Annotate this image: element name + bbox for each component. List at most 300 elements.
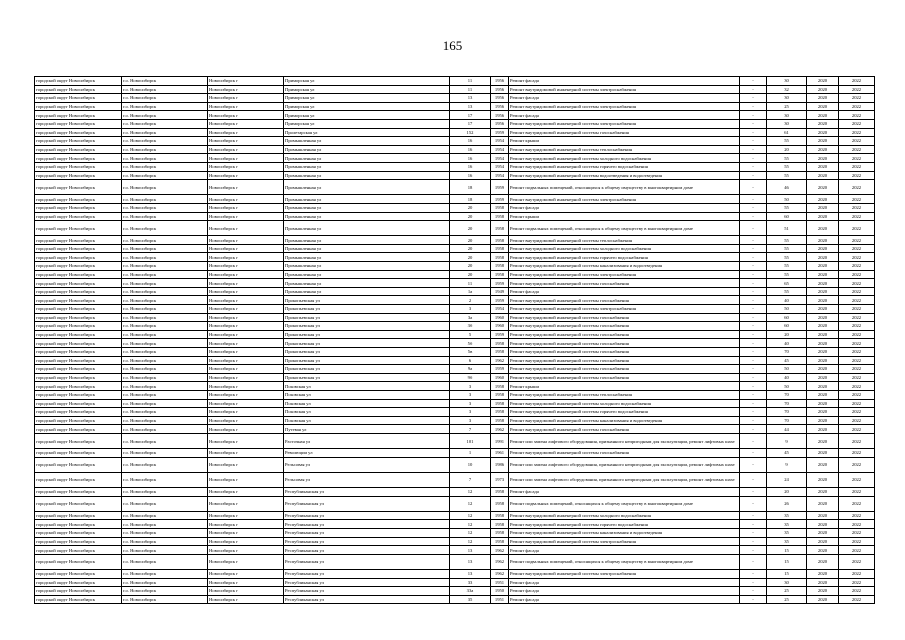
cost-cell: 25 [767,102,807,111]
cost-cell: 50 [767,305,807,314]
cost-cell: 40 [767,339,807,348]
build-year-cell: 1956 [491,85,509,94]
build-year-cell: 1956 [491,102,509,111]
start-year-cell: 2020 [807,203,839,212]
street-cell: Республиканская ул [284,496,450,511]
build-year-cell: 1959 [491,195,509,204]
municipality-cell: г.о. Новосибирск [122,313,208,322]
table-row [35,554,875,569]
house-number-cell: 20 [450,236,491,245]
cost-cell: 15 [767,554,807,569]
municipality-cell: г.о. Новосибирск [122,595,208,604]
end-year-cell: 2022 [839,212,875,221]
extra-cell: - [740,339,767,348]
cost-cell: 32 [767,85,807,94]
city-cell: Новосибирск г [208,348,284,357]
municipality-cell: г.о. Новосибирск [122,408,208,417]
work-type-cell: Ремонт внутридомовой инженерной системы газоснабжения [509,313,740,322]
city-cell: Новосибирск г [208,244,284,253]
cost-cell: 70 [767,390,807,399]
end-year-cell: 2022 [839,162,875,171]
build-year-cell: 1959 [491,279,509,288]
district-cell: городской округ Новосибирск [35,399,122,408]
end-year-cell: 2022 [839,296,875,305]
municipality-cell: г.о. Новосибирск [122,449,208,458]
house-number-cell: 3 [450,305,491,314]
end-year-cell: 2022 [839,348,875,357]
start-year-cell: 2020 [807,457,839,472]
city-cell: Новосибирск г [208,373,284,382]
table-row [35,356,875,365]
start-year-cell: 2020 [807,313,839,322]
extra-cell: - [740,373,767,382]
table-row [35,595,875,604]
table-row [35,578,875,587]
end-year-cell: 2022 [839,390,875,399]
municipality-cell: г.о. Новосибирск [122,365,208,374]
city-cell: Новосибирск г [208,270,284,279]
start-year-cell: 2020 [807,296,839,305]
work-type-cell: Ремонт фасада [509,587,740,596]
cost-cell: 26 [767,496,807,511]
city-cell: Новосибирск г [208,236,284,245]
house-number-cell: 3 [450,416,491,425]
city-cell: Новосибирск г [208,330,284,339]
end-year-cell: 2022 [839,554,875,569]
table-row [35,203,875,212]
city-cell: Новосибирск г [208,203,284,212]
house-number-cell: 18 [450,195,491,204]
municipality-cell: г.о. Новосибирск [122,137,208,146]
build-year-cell: 1958 [491,529,509,538]
table-row [35,137,875,146]
house-number-cell: 12 [450,496,491,511]
street-cell: Республиканская ул [284,511,450,520]
build-year-cell: 1958 [491,262,509,271]
table-row [35,270,875,279]
extra-cell: - [740,253,767,262]
end-year-cell: 2022 [839,373,875,382]
build-year-cell: 1954 [491,171,509,180]
build-year-cell: 1958 [491,244,509,253]
build-year-cell: 1956 [491,94,509,103]
build-year-cell: 1958 [491,408,509,417]
extra-cell: - [740,212,767,221]
house-number-cell: 12 [450,520,491,529]
city-cell: Новосибирск г [208,145,284,154]
work-type-cell: Ремонт фасада [509,287,740,296]
municipality-cell: г.о. Новосибирск [122,587,208,596]
end-year-cell: 2022 [839,587,875,596]
start-year-cell: 2020 [807,180,839,195]
street-cell: Республиканская ул [284,529,450,538]
district-cell: городской округ Новосибирск [35,382,122,391]
extra-cell: - [740,94,767,103]
district-cell: городской округ Новосибирск [35,279,122,288]
city-cell: Новосибирск г [208,279,284,288]
work-type-cell: Ремонт или замена лифтового оборудования, признанного непригодным для эксплуатации, ремонт лифтовых шахт [509,433,740,448]
house-number-cell: 20 [450,221,491,236]
street-cell: Республиканская ул [284,520,450,529]
start-year-cell: 2020 [807,390,839,399]
street-cell: Республиканская ул [284,587,450,596]
house-number-cell: 16 [450,145,491,154]
cost-cell: 60 [767,322,807,331]
build-year-cell: 1956 [491,111,509,120]
start-year-cell: 2020 [807,472,839,487]
district-cell: городской округ Новосибирск [35,390,122,399]
build-year-cell: 1960 [491,313,509,322]
work-type-cell: Ремонт фасада [509,546,740,555]
work-type-cell: Ремонт внутридомовой инженерной системы холодного водоснабжения [509,154,740,163]
cost-cell: 65 [767,279,807,288]
district-cell: городской округ Новосибирск [35,511,122,520]
district-cell: городской округ Новосибирск [35,529,122,538]
start-year-cell: 2020 [807,529,839,538]
work-type-cell: Ремонт внутридомовой инженерной системы теплоснабжения [509,145,740,154]
district-cell: городской округ Новосибирск [35,180,122,195]
cost-cell: 55 [767,137,807,146]
district-cell: городской округ Новосибирск [35,287,122,296]
extra-cell: - [740,496,767,511]
district-cell: городской округ Новосибирск [35,262,122,271]
house-number-cell: 16 [450,137,491,146]
house-number-cell: 20 [450,203,491,212]
district-cell: городской округ Новосибирск [35,85,122,94]
street-cell: Приморская ул [284,77,450,86]
house-number-cell: 3 [450,399,491,408]
cost-cell: 35 [767,537,807,546]
district-cell: городской округ Новосибирск [35,236,122,245]
end-year-cell: 2022 [839,529,875,538]
district-cell: городской округ Новосибирск [35,587,122,596]
start-year-cell: 2020 [807,330,839,339]
district-cell: городской округ Новосибирск [35,488,122,497]
extra-cell: - [740,270,767,279]
street-cell: Промышленная ул [284,212,450,221]
end-year-cell: 2022 [839,546,875,555]
start-year-cell: 2020 [807,416,839,425]
municipality-cell: г.о. Новосибирск [122,529,208,538]
work-type-cell: Ремонт подвальных помещений, относящихся к общему имуществу в многоквартирном доме [509,180,740,195]
city-cell: Новосибирск г [208,433,284,448]
start-year-cell: 2020 [807,162,839,171]
municipality-cell: г.о. Новосибирск [122,348,208,357]
table-row [35,180,875,195]
table-row [35,570,875,579]
municipality-cell: г.о. Новосибирск [122,546,208,555]
city-cell: Новосибирск г [208,111,284,120]
street-cell: Прокопьевская ул [284,365,450,374]
district-cell: городской округ Новосибирск [35,373,122,382]
cost-cell: 9 [767,457,807,472]
start-year-cell: 2020 [807,399,839,408]
extra-cell: - [740,145,767,154]
house-number-cell: 12 [450,488,491,497]
work-type-cell: Ремонт внутридомовой инженерной системы электроснабжения [509,195,740,204]
municipality-cell: г.о. Новосибирск [122,244,208,253]
table-row [35,195,875,204]
cost-cell: 55 [767,236,807,245]
house-number-cell: 3 [450,408,491,417]
street-cell: Псковская ул [284,390,450,399]
house-number-cell: 12 [450,537,491,546]
start-year-cell: 2020 [807,85,839,94]
start-year-cell: 2020 [807,221,839,236]
street-cell: Прокопьевская ул [284,356,450,365]
street-cell: Псковская ул [284,416,450,425]
extra-cell: - [740,449,767,458]
district-cell: городской округ Новосибирск [35,330,122,339]
municipality-cell: г.о. Новосибирск [122,305,208,314]
work-type-cell: Ремонт внутридомовой инженерной системы газоснабжения [509,322,740,331]
start-year-cell: 2020 [807,587,839,596]
table-row [35,296,875,305]
build-year-cell: 1954 [491,305,509,314]
cost-cell: 45 [767,449,807,458]
table-row [35,253,875,262]
extra-cell: - [740,330,767,339]
extra-cell: - [740,195,767,204]
work-type-cell: Ремонт фасада [509,77,740,86]
house-number-cell: 101 [450,433,491,448]
cost-cell: 55 [767,287,807,296]
extra-cell: - [740,399,767,408]
house-number-cell: 5в [450,348,491,357]
end-year-cell: 2022 [839,236,875,245]
table-row [35,154,875,163]
extra-cell: - [740,425,767,434]
house-number-cell: 20 [450,212,491,221]
end-year-cell: 2022 [839,203,875,212]
house-number-cell: 20 [450,244,491,253]
work-type-cell: Ремонт внутридомовой инженерной системы газоснабжения [509,339,740,348]
end-year-cell: 2022 [839,262,875,271]
table-row [35,472,875,487]
build-year-cell: 1958 [491,416,509,425]
cost-cell: 46 [767,180,807,195]
table-row [35,546,875,555]
end-year-cell: 2022 [839,330,875,339]
house-number-cell: 3а [450,313,491,322]
city-cell: Новосибирск г [208,180,284,195]
city-cell: Новосибирск г [208,595,284,604]
street-cell: Прокопьевская ул [284,313,450,322]
work-type-cell: Ремонт внутридомовой инженерной системы электроснабжения [509,270,740,279]
district-cell: городской округ Новосибирск [35,339,122,348]
extra-cell: - [740,537,767,546]
street-cell: Прокопьевская ул [284,305,450,314]
extra-cell: - [740,408,767,417]
street-cell: Приморская ул [284,85,450,94]
end-year-cell: 2022 [839,511,875,520]
municipality-cell: г.о. Новосибирск [122,322,208,331]
build-year-cell: 1958 [491,488,509,497]
street-cell: Промышленная ул [284,236,450,245]
house-number-cell: 16 [450,162,491,171]
municipality-cell: г.о. Новосибирск [122,390,208,399]
house-number-cell: 11 [450,77,491,86]
cost-cell: 15 [767,546,807,555]
build-year-cell: 1958 [491,348,509,357]
house-number-cell: 1 [450,449,491,458]
build-year-cell: 1958 [491,212,509,221]
cost-cell: 50 [767,365,807,374]
extra-cell: - [740,137,767,146]
end-year-cell: 2022 [839,570,875,579]
extra-cell: - [740,296,767,305]
work-type-cell: Ремонт внутридомовой инженерной системы газоснабжения [509,449,740,458]
table-row [35,520,875,529]
table-row [35,305,875,314]
city-cell: Новосибирск г [208,287,284,296]
work-type-cell: Ремонт внутридомовой инженерной системы электроснабжения [509,119,740,128]
district-cell: городской округ Новосибирск [35,212,122,221]
end-year-cell: 2022 [839,270,875,279]
end-year-cell: 2022 [839,221,875,236]
city-cell: Новосибирск г [208,171,284,180]
city-cell: Новосибирск г [208,253,284,262]
district-cell: городской округ Новосибирск [35,578,122,587]
start-year-cell: 2020 [807,262,839,271]
table-row [35,102,875,111]
table-row [35,77,875,86]
start-year-cell: 2020 [807,382,839,391]
district-cell: городской округ Новосибирск [35,102,122,111]
end-year-cell: 2022 [839,85,875,94]
build-year-cell: 1954 [491,162,509,171]
city-cell: Новосибирск г [208,296,284,305]
district-cell: городской округ Новосибирск [35,457,122,472]
cost-cell: 61 [767,128,807,137]
house-number-cell: 20 [450,270,491,279]
extra-cell: - [740,356,767,365]
district-cell: городской округ Новосибирск [35,270,122,279]
table-row [35,162,875,171]
municipality-cell: г.о. Новосибирск [122,195,208,204]
table-row [35,399,875,408]
cost-cell: 20 [767,145,807,154]
end-year-cell: 2022 [839,111,875,120]
street-cell: Прокопьевская ул [284,348,450,357]
work-type-cell: Ремонт внутридомовой инженерной системы горячего водоснабжения [509,162,740,171]
work-type-cell: Ремонт фасада [509,595,740,604]
house-number-cell: 9б [450,373,491,382]
extra-cell: - [740,546,767,555]
city-cell: Новосибирск г [208,365,284,374]
start-year-cell: 2020 [807,154,839,163]
cost-cell: 55 [767,270,807,279]
start-year-cell: 2020 [807,570,839,579]
end-year-cell: 2022 [839,180,875,195]
municipality-cell: г.о. Новосибирск [122,520,208,529]
district-cell: городской округ Новосибирск [35,449,122,458]
work-type-cell: Ремонт внутридомовой инженерной системы газоснабжения [509,128,740,137]
cost-cell: 55 [767,244,807,253]
street-cell: Путевая ул [284,425,450,434]
end-year-cell: 2022 [839,253,875,262]
street-cell: Псковская ул [284,408,450,417]
street-cell: Рельсовая ул [284,457,450,472]
end-year-cell: 2022 [839,119,875,128]
municipality-cell: г.о. Новосибирск [122,203,208,212]
house-number-cell: 2 [450,296,491,305]
cost-cell: 55 [767,253,807,262]
house-number-cell: 7 [450,472,491,487]
cost-cell: 25 [767,587,807,596]
cost-cell: 20 [767,488,807,497]
city-cell: Новосибирск г [208,496,284,511]
district-cell: городской округ Новосибирск [35,570,122,579]
cost-cell: 35 [767,529,807,538]
street-cell: Промышленная ул [284,221,450,236]
work-type-cell: Ремонт внутридомовой инженерной системы газоснабжения [509,365,740,374]
cost-cell: 35 [767,511,807,520]
table-row [35,348,875,357]
end-year-cell: 2022 [839,154,875,163]
city-cell: Новосибирск г [208,529,284,538]
district-cell: городской округ Новосибирск [35,305,122,314]
municipality-cell: г.о. Новосибирск [122,287,208,296]
extra-cell: - [740,457,767,472]
end-year-cell: 2022 [839,94,875,103]
table-row [35,119,875,128]
work-type-cell: Ремонт фасада [509,111,740,120]
work-type-cell: Ремонт внутридомовой инженерной системы газоснабжения [509,296,740,305]
start-year-cell: 2020 [807,119,839,128]
extra-cell: - [740,322,767,331]
cost-cell: 30 [767,578,807,587]
city-cell: Новосибирск г [208,554,284,569]
city-cell: Новосибирск г [208,390,284,399]
cost-cell: 70 [767,416,807,425]
municipality-cell: г.о. Новосибирск [122,212,208,221]
table-row [35,111,875,120]
extra-cell: - [740,244,767,253]
end-year-cell: 2022 [839,171,875,180]
work-type-cell: Ремонт внутридомовой инженерной системы электроснабжения [509,305,740,314]
house-number-cell: 3 [450,382,491,391]
build-year-cell: 1958 [491,339,509,348]
cost-cell: 45 [767,356,807,365]
end-year-cell: 2022 [839,145,875,154]
house-number-cell: 5 [450,330,491,339]
house-number-cell: 13 [450,554,491,569]
table-row [35,382,875,391]
street-cell: Промышленная ул [284,145,450,154]
cost-cell: 70 [767,399,807,408]
work-type-cell: Ремонт внутридомовой инженерной системы газоснабжения [509,356,740,365]
cost-cell: 51 [767,221,807,236]
extra-cell: - [740,77,767,86]
end-year-cell: 2022 [839,472,875,487]
district-cell: городской округ Новосибирск [35,119,122,128]
extra-cell: - [740,570,767,579]
district-cell: городской округ Новосибирск [35,244,122,253]
end-year-cell: 2022 [839,244,875,253]
street-cell: Промышленная ул [284,162,450,171]
street-cell: Прокопьевская ул [284,330,450,339]
table-row [35,339,875,348]
build-year-cell: 1962 [491,570,509,579]
work-type-cell: Ремонт крыши [509,137,740,146]
work-type-cell: Ремонт фасада [509,488,740,497]
extra-cell: - [740,511,767,520]
city-cell: Новосибирск г [208,578,284,587]
house-number-cell: 33а [450,587,491,596]
end-year-cell: 2022 [839,128,875,137]
build-year-cell: 1949 [491,287,509,296]
